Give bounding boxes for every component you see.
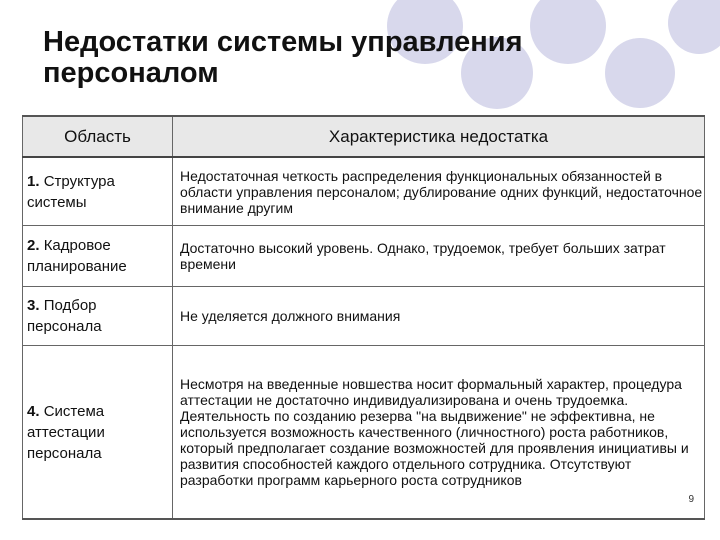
table-row (23, 226, 705, 287)
row-number: 4. (27, 402, 40, 420)
row-number: 1. (27, 172, 40, 190)
table-row (23, 346, 705, 520)
description-text: Несмотря на введенные новшества носит формальный характер, процедура аттестации не достаточно индивидуализирована и очень трудоемка. Деятельность по созданию резерва "на выдвижение" не эффективна, не используется возможность качественного (личностного) роста работников, который предполагает создание возможностей для проявления инициативы и развития способностей каждого отдельного сотрудника. Отсутствуют разработки программ карьерного роста сотрудников (180, 376, 689, 488)
row-number: 3. (27, 297, 40, 314)
area-label: Подбор персонала (27, 297, 102, 335)
slide-title-line1: Недостатки системы управления (43, 26, 523, 58)
slide-title (43, 27, 683, 89)
description-cell: Достаточно высокий уровень. Однако, трудоемок, требует больших затрат времени (173, 226, 705, 287)
area-label: Кадровое планирование (27, 237, 127, 275)
slide-title-line2: персоналом (43, 57, 219, 89)
header-description: Характеристика недостатка (173, 116, 705, 157)
table-header-row (23, 116, 705, 157)
description-cell (173, 346, 705, 520)
table-row (23, 287, 705, 346)
area-cell (23, 157, 173, 226)
table-row (23, 157, 705, 226)
page-number: 9 (688, 494, 694, 505)
area-cell (23, 226, 173, 287)
description-cell: Не уделяется должного внимания (173, 287, 705, 346)
row-number: 2. (27, 237, 40, 254)
area-label: Структура системы (27, 172, 115, 211)
area-cell (23, 287, 173, 346)
area-cell (23, 346, 173, 520)
header-area: Область (23, 116, 173, 157)
area-label: Система аттестации персонала (27, 402, 105, 462)
description-cell: Недостаточная четкость распределения функциональных обязанностей в области управления персоналом; дублирование одних функций, недостаточное внимание другим (173, 157, 705, 226)
deficiencies-table (22, 115, 705, 520)
